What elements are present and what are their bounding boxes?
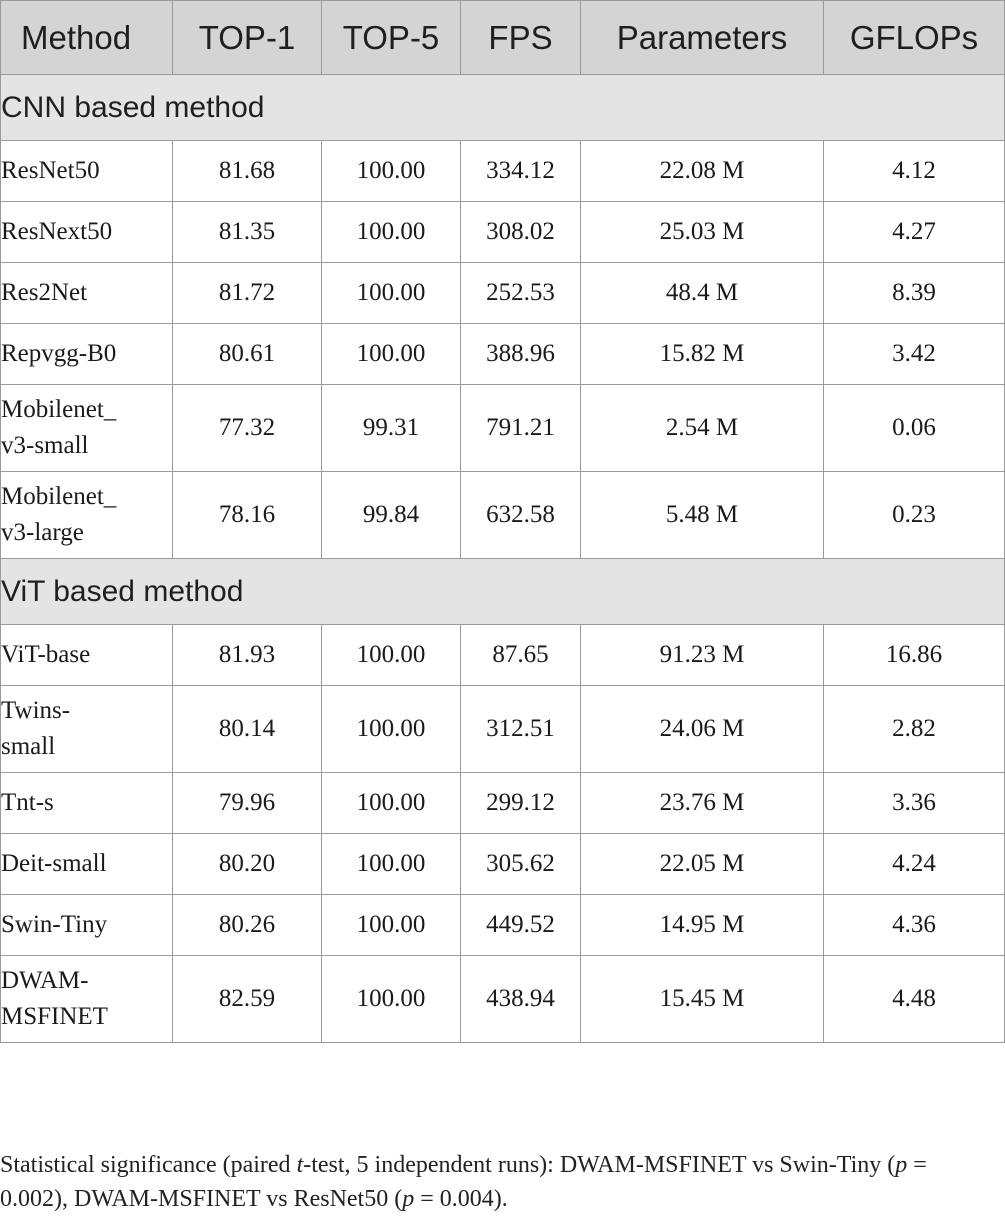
table-row — [1, 686, 1005, 773]
table-row — [1, 625, 1005, 686]
top1-cell: 81.72 — [173, 263, 322, 324]
method-name-line: Twins- — [1, 697, 71, 724]
method-name-line: v3-large — [1, 519, 84, 546]
fps-cell: 299.12 — [461, 773, 581, 834]
top1-cell: 81.35 — [173, 202, 322, 263]
footnote-text: = 0.004). — [414, 1186, 508, 1212]
top1-cell: 80.14 — [173, 686, 322, 773]
fps-cell: 388.96 — [461, 324, 581, 385]
method-cell — [1, 895, 173, 956]
gflops-cell: 16.86 — [824, 625, 1005, 686]
method-cell — [1, 773, 173, 834]
gflops-cell: 0.23 — [824, 472, 1005, 559]
gflops-cell: 4.36 — [824, 895, 1005, 956]
section-row — [1, 75, 1005, 141]
header-parameters: Parameters — [581, 1, 824, 75]
fps-cell: 87.65 — [461, 625, 581, 686]
table-row — [1, 141, 1005, 202]
parameters-cell: 22.05 M — [581, 834, 824, 895]
gflops-cell: 3.36 — [824, 773, 1005, 834]
top1-cell: 81.68 — [173, 141, 322, 202]
table-row — [1, 834, 1005, 895]
header-row — [1, 1, 1005, 75]
parameters-cell: 24.06 M — [581, 686, 824, 773]
parameters-cell: 2.54 M — [581, 385, 824, 472]
top1-cell: 80.61 — [173, 324, 322, 385]
parameters-cell: 15.82 M — [581, 324, 824, 385]
table-row — [1, 324, 1005, 385]
top5-cell: 100.00 — [322, 202, 461, 263]
footnote-t-symbol: t — [296, 1152, 304, 1178]
method-cell — [1, 141, 173, 202]
method-cell — [1, 202, 173, 263]
method-name-line: Repvgg-B0 — [1, 340, 117, 367]
method-name-line: Mobilenet_ — [1, 483, 117, 510]
method-cell — [1, 686, 173, 773]
method-name-line: Swin-Tiny — [1, 911, 108, 938]
top1-cell: 77.32 — [173, 385, 322, 472]
method-name-line: Tnt-s — [1, 789, 54, 816]
method-cell — [1, 263, 173, 324]
header-top1: TOP-1 — [173, 1, 322, 75]
top1-cell: 78.16 — [173, 472, 322, 559]
method-cell — [1, 956, 173, 1043]
top5-cell: 100.00 — [322, 956, 461, 1043]
table-footnote — [0, 1148, 1000, 1216]
top5-cell: 100.00 — [322, 625, 461, 686]
table-row — [1, 202, 1005, 263]
fps-cell: 252.53 — [461, 263, 581, 324]
section-title: ViT based method — [1, 559, 1005, 625]
top1-cell: 80.20 — [173, 834, 322, 895]
top1-cell: 80.26 — [173, 895, 322, 956]
top5-cell: 100.00 — [322, 263, 461, 324]
gflops-cell: 4.12 — [824, 141, 1005, 202]
method-cell — [1, 324, 173, 385]
section-row — [1, 559, 1005, 625]
header-gflops: GFLOPs — [824, 1, 1005, 75]
gflops-cell: 0.06 — [824, 385, 1005, 472]
footnote-p-symbol: p — [402, 1186, 415, 1212]
fps-cell: 305.62 — [461, 834, 581, 895]
fps-cell: 791.21 — [461, 385, 581, 472]
parameters-cell: 91.23 M — [581, 625, 824, 686]
table-row — [1, 773, 1005, 834]
top5-cell: 99.84 — [322, 472, 461, 559]
gflops-cell: 4.24 — [824, 834, 1005, 895]
method-name-line: Mobilenet_ — [1, 396, 117, 423]
top5-cell: 100.00 — [322, 895, 461, 956]
top1-cell: 82.59 — [173, 956, 322, 1043]
top5-cell: 100.00 — [322, 141, 461, 202]
section-title: CNN based method — [1, 75, 1005, 141]
method-name-line: v3-small — [1, 432, 89, 459]
parameters-cell: 23.76 M — [581, 773, 824, 834]
method-name-line: ResNet50 — [1, 157, 100, 184]
method-name-line: MSFINET — [1, 1003, 108, 1030]
method-cell — [1, 472, 173, 559]
top5-cell: 100.00 — [322, 773, 461, 834]
fps-cell: 334.12 — [461, 141, 581, 202]
parameters-cell: 14.95 M — [581, 895, 824, 956]
top5-cell: 100.00 — [322, 834, 461, 895]
method-cell — [1, 834, 173, 895]
top5-cell: 99.31 — [322, 385, 461, 472]
gflops-cell: 4.27 — [824, 202, 1005, 263]
top1-cell: 81.93 — [173, 625, 322, 686]
footnote-p-symbol: p — [895, 1152, 908, 1178]
parameters-cell: 48.4 M — [581, 263, 824, 324]
parameters-cell: 15.45 M — [581, 956, 824, 1043]
header-fps: FPS — [461, 1, 581, 75]
top1-cell: 79.96 — [173, 773, 322, 834]
gflops-cell: 4.48 — [824, 956, 1005, 1043]
gflops-cell: 2.82 — [824, 686, 1005, 773]
method-cell — [1, 385, 173, 472]
gflops-cell: 8.39 — [824, 263, 1005, 324]
method-name-line: Res2Net — [1, 279, 88, 306]
top5-cell: 100.00 — [322, 324, 461, 385]
method-name-line: ViT-base — [1, 641, 91, 668]
table-row — [1, 472, 1005, 559]
footnote-text: = 0.002), DWAM-MSFINET vs ResNet50 ( — [0, 1152, 927, 1212]
fps-cell: 308.02 — [461, 202, 581, 263]
fps-cell: 312.51 — [461, 686, 581, 773]
header-method: Method — [1, 1, 173, 75]
header-top5: TOP-5 — [322, 1, 461, 75]
method-name-line: small — [1, 733, 56, 760]
table-row — [1, 263, 1005, 324]
fps-cell: 632.58 — [461, 472, 581, 559]
footnote-text: -test, 5 independent runs): DWAM-MSFINET vs Swin-Tiny ( — [303, 1152, 896, 1178]
table-row — [1, 895, 1005, 956]
method-name-line: ResNext50 — [1, 218, 113, 245]
fps-cell: 449.52 — [461, 895, 581, 956]
method-cell — [1, 625, 173, 686]
method-name-line: Deit-small — [1, 850, 107, 877]
top5-cell: 100.00 — [322, 686, 461, 773]
parameters-cell: 5.48 M — [581, 472, 824, 559]
parameters-cell: 25.03 M — [581, 202, 824, 263]
gflops-cell: 3.42 — [824, 324, 1005, 385]
table-row — [1, 956, 1005, 1043]
method-name-line: DWAM- — [1, 967, 89, 994]
footnote-text: Statistical significance (paired — [0, 1152, 297, 1178]
parameters-cell: 22.08 M — [581, 141, 824, 202]
fps-cell: 438.94 — [461, 956, 581, 1043]
table-row — [1, 385, 1005, 472]
